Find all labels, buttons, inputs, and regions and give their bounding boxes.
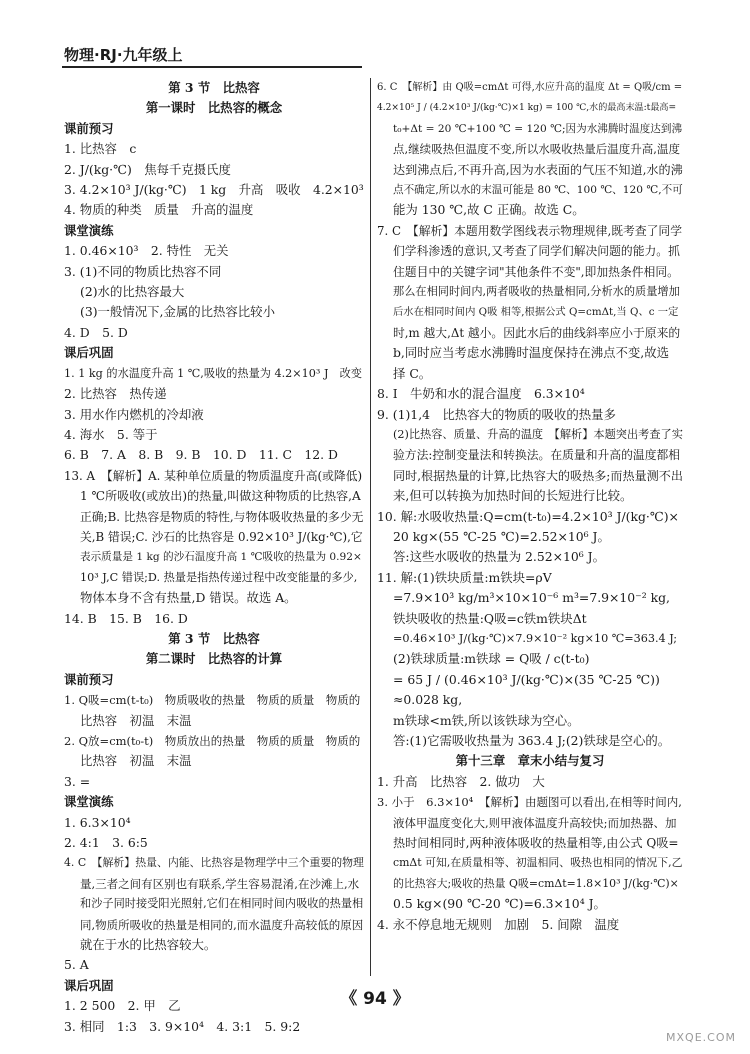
answer-line: 4. C 【解析】热量、内能、比热容是物理学中三个重要的物理 <box>64 856 364 870</box>
answer-line: 能为 130 ℃,故 C 正确。故选 C。 <box>393 202 585 218</box>
answer-line: 们学科渗透的意识,又考查了同学们解决问题的能力。抓 <box>393 244 680 259</box>
answer-line: 10³ J,C 错误;D. 热量是指热传递过程中改变能量的多少, <box>80 570 358 584</box>
answer-line: 比热容 初温 末温 <box>80 712 192 728</box>
subsection-heading: 课前预习 <box>64 671 114 687</box>
answer-line: 表示质量是 1 kg 的沙石温度升高 1 ℃吸收的热量为 0.92× <box>80 551 362 564</box>
answer-line: 3. 用水作内燃机的冷却液 <box>64 406 204 422</box>
answer-line: (3)一般情况下,金属的比热容比较小 <box>80 304 275 320</box>
answer-line: 1 ℃所吸收(或放出)的热量,叫做这种物质的比热容,A <box>80 489 361 504</box>
answer-line: 那么在相同时间内,两者吸收的热量相同,分析水的质量增加 <box>393 285 680 299</box>
subsection-heading: 课后巩固 <box>64 345 114 361</box>
section-title: 第十三章 章末小结与复习 <box>455 753 605 769</box>
answer-line: b,同时应当考虑水沸腾时温度保持在沸点不变,故选 <box>393 345 670 361</box>
answer-line: 5. A <box>64 957 89 973</box>
answer-line: 1. 比热容 c <box>64 141 137 157</box>
header-rule <box>62 66 362 68</box>
answer-line: cmΔt 可知,在质量相等、初温相同、吸热也相同的情况下,乙 <box>393 856 683 870</box>
answer-line: (2)比热容、质量、升高的温度 【解析】本题突出考查了实 <box>393 427 683 441</box>
answer-line: 同,物质所吸收的热量是相同的,而水温度升高较低的原因 <box>80 917 364 932</box>
answer-line: 同时,根据热量的计算,比热容大的吸热多;而热量测不出 <box>393 468 683 483</box>
answer-line: 就在于水的比热容较大。 <box>80 937 217 953</box>
answer-line: 答:(1)它需吸收热量为 363.4 J;(2)铁球是空心的。 <box>393 733 671 748</box>
answer-line: 2. J/(kg·℃) 焦每千克摄氏度 <box>64 161 231 177</box>
answer-line: 点,继续吸热但温度不变,所以水吸收热量后温度升高,温度 <box>393 142 680 157</box>
answer-line: ≈0.028 kg, <box>393 692 463 708</box>
watermark: MXQE.COM <box>666 1031 736 1044</box>
section-title: 第二课时 比热容的计算 <box>145 651 283 667</box>
answer-line: 液体甲温度变化大,则甲液体温度升高较快;而加热器、加 <box>393 815 677 830</box>
answer-line: 4.2×10⁵ J / (4.2×10³ J/(kg·℃)×1 kg) = 100 ℃,水的最高末温:t最高= <box>377 103 677 114</box>
answer-line: 8. I 牛奶和水的混合温度 6.3×10⁴ <box>377 386 585 402</box>
section-title: 第 3 节 比热容 <box>168 630 260 646</box>
answer-line: 3. 4.2×10³ J/(kg·℃) 1 kg 升高 吸收 4.2×10³ <box>64 182 364 198</box>
answer-line: 2. 比热容 热传递 <box>64 386 167 402</box>
answer-line: 3. 相同 1:3 3. 9×10⁴ 4. 3:1 5. 9:2 <box>64 1018 301 1034</box>
answer-line: 达到沸点后,不再升高,因为水表面的气压不知道,水的沸 <box>393 162 683 177</box>
section-title: 第 3 节 比热容 <box>168 80 260 95</box>
answer-line: 6. B 7. A 8. B 9. B 10. D 11. C 12. D <box>64 447 338 463</box>
answer-line: 物体本身不含有热量,D 错误。故选 A。 <box>80 590 297 606</box>
answer-line: m铁球<m铁,所以该铁球为空心。 <box>393 712 580 728</box>
answer-line: 3. 小于 6.3×10⁴ 【解析】由题图可以看出,在相等时间内, <box>377 795 682 810</box>
answer-line: 后水在相同时间内 Q吸 相等,根据公式 Q=cmΔt,当 Q、c 一定 <box>393 306 679 319</box>
answer-line: 时,m 越大,Δt 越小。因此水后的曲线斜率应小于原来的 <box>393 325 681 340</box>
answer-line: 3. = <box>64 773 91 789</box>
page-header: 物理·RJ·九年级上 <box>64 46 183 64</box>
answer-line: 比热容 初温 末温 <box>80 753 192 769</box>
answer-line: 和沙子同时接受阳光照射,它们在相同时间内吸收的热量相 <box>80 897 364 911</box>
answer-line: 关,B 错误;C. 沙石的比热容是 0.92×10³ J/(kg·℃),它 <box>80 529 363 544</box>
answer-line: 1. 0.46×10³ 2. 特性 无关 <box>64 243 229 259</box>
answer-line: 7. C 【解析】本题用数学图线表示物理规律,既考查了同学 <box>377 223 683 238</box>
subsection-heading: 课堂演练 <box>64 794 114 810</box>
answer-line: 1. 升高 比热容 2. 做功 大 <box>377 773 545 789</box>
answer-line: 1. 6.3×10⁴ <box>64 814 131 830</box>
column-divider <box>370 78 371 976</box>
answer-line: 热时间相同时,两种液体吸收的热量相等,由公式 Q吸= <box>393 836 679 851</box>
answer-line: 13. A 【解析】A. 某种单位质量的物质温度升高(或降低) <box>64 468 363 483</box>
answer-line: =7.9×10³ kg/m³×10×10⁻⁶ m³=7.9×10⁻² kg, <box>393 590 670 606</box>
answer-line: 0.5 kg×(90 ℃-20 ℃)=6.3×10⁴ J。 <box>393 896 606 912</box>
answer-line: (2)水的比热容最大 <box>80 284 185 300</box>
answer-line: 的比热容大;吸收的热量 Q吸=cmΔt=1.8×10³ J/(kg·℃)× <box>393 876 679 890</box>
answer-line: = 65 J / (0.46×10³ J/(kg·℃)×(35 ℃-25 ℃)) <box>393 671 660 687</box>
answer-line: 来,但可以转换为加热时间的长短进行比较。 <box>393 488 633 504</box>
answer-line: 正确;B. 比热容是物质的特性,与物体吸收热量的多少无 <box>80 509 364 524</box>
answer-line: 2. Q放=cm(t₀-t) 物质放出的热量 物质的质量 物质的 <box>64 734 361 748</box>
answer-line: 4. D 5. D <box>64 324 128 340</box>
answer-line: 9. (1)1,4 比热容大的物质的吸收的热量多 <box>377 406 616 422</box>
answer-line: 住题目中的关键字词"其他条件不变",即加热条件相同。 <box>393 264 679 279</box>
answer-line: 4. 海水 5. 等于 <box>64 426 158 442</box>
answer-line: 答:这些水吸收的热量为 2.52×10⁶ J。 <box>393 549 606 565</box>
answer-line: 11. 解:(1)铁块质量:m铁块=ρV <box>377 569 552 585</box>
subsection-heading: 课前预习 <box>64 120 114 136</box>
section-title: 第一课时 比热容的概念 <box>145 100 283 116</box>
answer-line: 1. 2 500 2. 甲 乙 <box>64 998 181 1014</box>
answer-line: 3. (1)不同的物质比热容不同 <box>64 263 222 279</box>
answer-line: 1. 1 kg 的水温度升高 1 ℃,吸收的热量为 4.2×10³ J 改变 <box>64 366 362 380</box>
answer-line: (2)铁球质量:m铁球 = Q吸 / c(t-t₀) <box>393 651 590 667</box>
answer-line: 验方法:控制变量法和转换法。在质量和升高的温度都相 <box>393 448 681 463</box>
subsection-heading: 课后巩固 <box>64 977 114 993</box>
left-column <box>64 78 364 1037</box>
answer-line: 2. 4:1 3. 6:5 <box>64 835 148 851</box>
answer-line: =0.46×10³ J/(kg·℃)×7.9×10⁻² kg×10 ℃=363.4 J; <box>393 631 678 645</box>
answer-line: 4. 永不停息地无规则 加剧 5. 间隙 温度 <box>377 916 620 932</box>
page-number: 《 94 》 <box>340 989 410 1009</box>
answer-line: 点不确定,所以水的末温可能是 80 ℃、100 ℃、120 ℃,不可 <box>393 184 683 197</box>
answer-line: 20 kg×(55 ℃-25 ℃)=2.52×10⁶ J。 <box>393 528 610 544</box>
answer-line: 6. C 【解析】由 Q吸=cmΔt 可得,水应升高的温度 Δt = Q吸/cm = <box>377 82 683 93</box>
answer-line: 10. 解:水吸收热量:Q=cm(t-t₀)=4.2×10³ J/(kg·℃)× <box>377 508 679 524</box>
answer-line: 4. 物质的种类 质量 升高的温度 <box>64 202 254 218</box>
right-column <box>377 78 683 935</box>
answer-line: 铁块吸收的热量:Q吸=c铁m铁块Δt <box>393 610 587 626</box>
subsection-heading: 课堂演练 <box>64 222 114 238</box>
answer-line: t₀+Δt = 20 ℃+100 ℃ = 120 ℃;因为水沸腾时温度达到沸 <box>393 122 683 135</box>
answer-line: 择 C。 <box>393 365 432 381</box>
answer-line: 1. Q吸=cm(t-t₀) 物质吸收的热量 物质的质量 物质的 <box>64 693 361 708</box>
answer-line: 14. B 15. B 16. D <box>64 610 188 626</box>
answer-line: 量,三者之间有区别也有联系,学生容易混淆,在沙滩上,水 <box>80 876 360 891</box>
